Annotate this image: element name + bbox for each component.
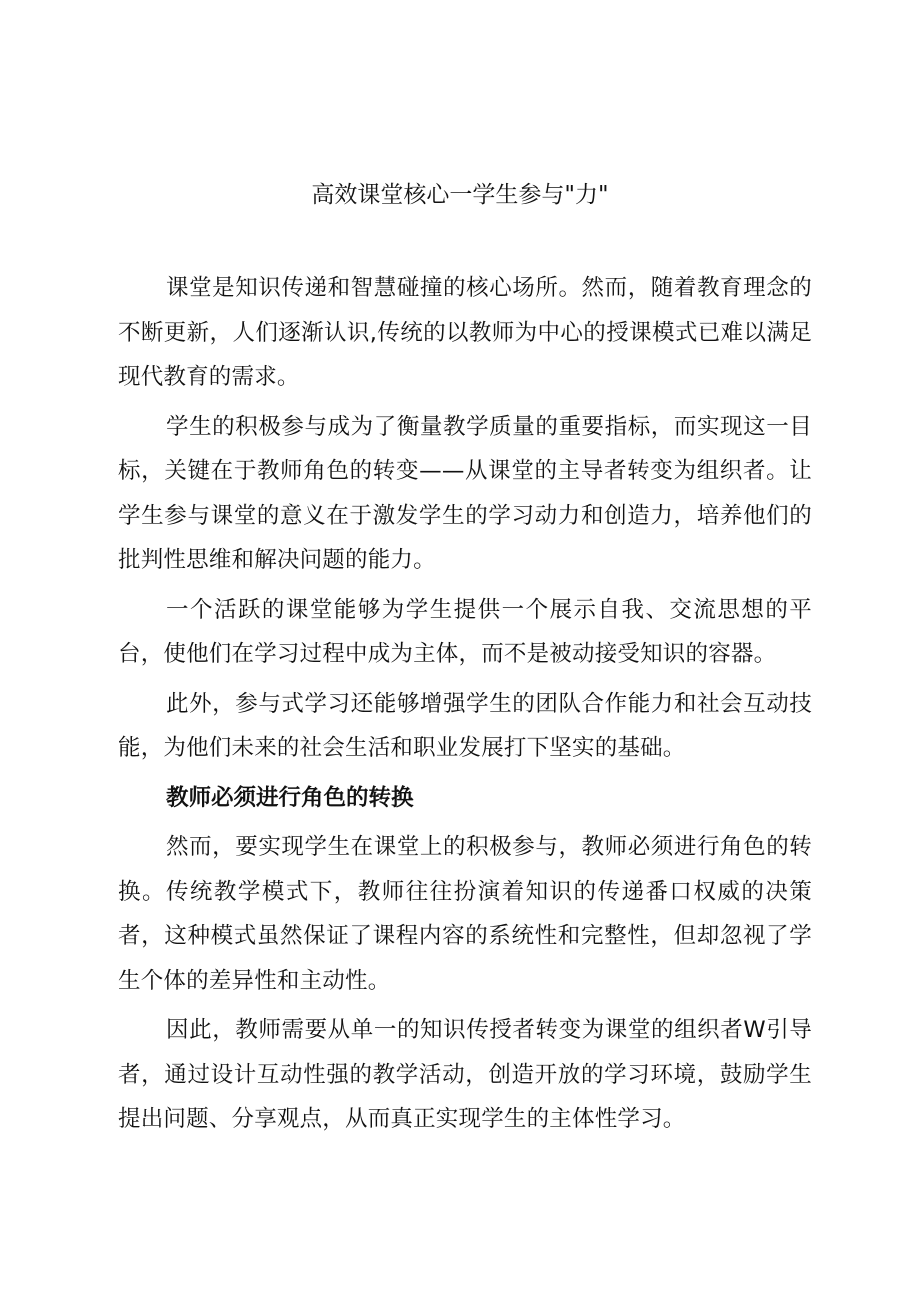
document-body	[118, 266, 812, 1147]
paragraph-student-participation: 学生的积极参与成为了衡量教学质量的重要指标，而实现这一目标，关键在于教师角色的转变——从课堂的主导者转变为组织者。让学生参与课堂的意义在于激发学生的学习动力和创造力，培养他们的批判性思维和解决问题的能力。	[118, 413, 812, 573]
paragraph-intro: 课堂是知识传递和智慧碰撞的核心场所。然而，随着教育理念的不断更新，人们逐渐认识,传统的以教师为中心的授课模式已难以满足现代教育的需求。	[118, 275, 812, 390]
paragraph-role-change: 然而，要实现学生在课堂上的积极参与，教师必须进行角色的转换。传统教学模式下，教师往往扮演着知识的传递番口权威的决策者，这种模式虽然保证了课程内容的系统性和完整性，但却忽视了学生个体的差异性和主动性。	[118, 834, 812, 994]
document-title: 高效课堂核心一学生参与"力"	[311, 182, 609, 208]
section-heading: 教师必须进行角色的转换	[166, 784, 414, 811]
paragraph-teacher-as-organizer: 因此，教师需要从单一的知识传授者转变为课堂的组织者W引导者，通过设计互动性强的教学活动，创造开放的学习环境，鼓励学生提出问题、分享观点，从而真正实现学生的主体性学习。	[118, 1017, 812, 1132]
paragraph-active-classroom: 一个活跃的课堂能够为学生提供一个展示自我、交流思想的平台，使他们在学习过程中成为主体，而不是被动接受知识的容器。	[118, 596, 812, 667]
paragraph-participatory-learning: 此外，参与式学习还能够增强学生的团队合作能力和社会互动技能，为他们未来的社会生活和职业发展打下坚实的基础。	[118, 690, 812, 761]
